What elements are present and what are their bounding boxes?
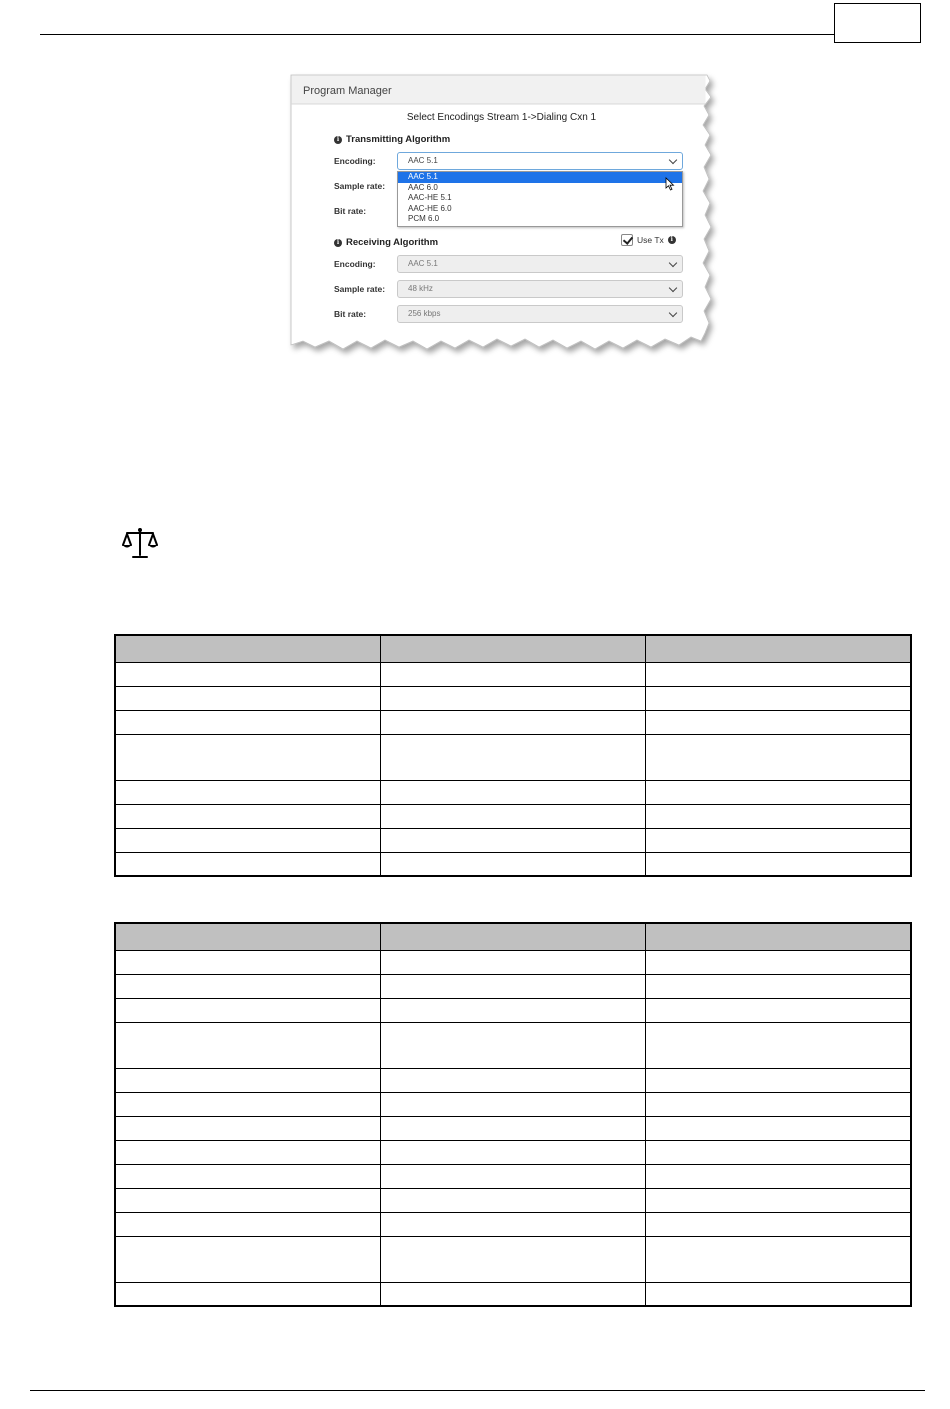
rx-sample-rate-value: 48 kHz bbox=[408, 284, 433, 293]
table-cell bbox=[115, 1282, 380, 1306]
table-cell bbox=[380, 780, 645, 804]
rx-encoding-label: Encoding: bbox=[334, 259, 376, 269]
table-row bbox=[115, 804, 911, 828]
use-tx-toggle[interactable] bbox=[621, 234, 676, 246]
table-cell bbox=[115, 780, 380, 804]
table-cell bbox=[380, 710, 645, 734]
table-header-row bbox=[115, 923, 911, 950]
table-cell bbox=[646, 1022, 911, 1068]
table-cell bbox=[646, 780, 911, 804]
table-cell bbox=[115, 1236, 380, 1282]
rx-bit-rate-label: Bit rate: bbox=[334, 309, 367, 319]
table-row bbox=[115, 1022, 911, 1068]
table-cell bbox=[646, 1140, 911, 1164]
table-cell bbox=[380, 734, 645, 780]
tx-sample-rate-label: Sample rate: bbox=[334, 181, 386, 191]
table-cell bbox=[115, 828, 380, 852]
table-cell bbox=[115, 1164, 380, 1188]
table-cell bbox=[646, 1116, 911, 1140]
table-cell bbox=[646, 804, 911, 828]
table-row bbox=[115, 828, 911, 852]
table-cell bbox=[115, 1092, 380, 1116]
balance-scale-icon bbox=[122, 526, 158, 560]
table-row bbox=[115, 710, 911, 734]
table-cell bbox=[380, 1022, 645, 1068]
table-cell bbox=[646, 710, 911, 734]
table-cell bbox=[115, 1068, 380, 1092]
table-cell bbox=[380, 1164, 645, 1188]
tx-encoding-select[interactable] bbox=[397, 152, 683, 170]
table-row bbox=[115, 1282, 911, 1306]
table-cell bbox=[115, 710, 380, 734]
table-cell bbox=[115, 950, 380, 974]
table-cell bbox=[380, 1068, 645, 1092]
table-cell bbox=[646, 662, 911, 686]
chevron-down-icon bbox=[669, 284, 677, 292]
chevron-down-icon bbox=[669, 259, 677, 267]
table-cell bbox=[646, 1212, 911, 1236]
header-rule bbox=[40, 34, 834, 35]
table-cell bbox=[380, 1140, 645, 1164]
table-cell bbox=[380, 662, 645, 686]
page-number-box bbox=[834, 3, 921, 43]
table-cell bbox=[115, 804, 380, 828]
tx-encoding-label: Encoding: bbox=[334, 156, 376, 166]
table-row bbox=[115, 1164, 911, 1188]
rx-heading bbox=[334, 237, 438, 248]
table-cell bbox=[380, 974, 645, 998]
table-cell bbox=[646, 1164, 911, 1188]
use-tx-checkbox[interactable] bbox=[621, 234, 633, 246]
table-cell bbox=[380, 950, 645, 974]
table-cell bbox=[380, 828, 645, 852]
table-cell bbox=[380, 1188, 645, 1212]
mouse-pointer-icon bbox=[665, 177, 675, 191]
table-cell bbox=[646, 950, 911, 974]
dropdown-option[interactable]: AAC-HE 6.0 bbox=[408, 203, 452, 213]
footer-rule bbox=[30, 1390, 925, 1391]
table-row bbox=[115, 1068, 911, 1092]
table-cell bbox=[380, 1092, 645, 1116]
table-cell bbox=[646, 828, 911, 852]
rx-encoding-value: AAC 5.1 bbox=[408, 259, 438, 268]
table-cell bbox=[646, 1188, 911, 1212]
table-cell bbox=[380, 1212, 645, 1236]
table-cell bbox=[646, 998, 911, 1022]
tx-encoding-value: AAC 5.1 bbox=[408, 156, 438, 165]
table-cell bbox=[380, 1282, 645, 1306]
table-row bbox=[115, 662, 911, 686]
tx-bit-rate-label: Bit rate: bbox=[334, 206, 367, 216]
spec-table-1 bbox=[114, 634, 912, 877]
table-cell bbox=[646, 974, 911, 998]
table-cell bbox=[115, 734, 380, 780]
table-header-cell bbox=[115, 635, 380, 662]
table-header-cell bbox=[646, 635, 911, 662]
table-row bbox=[115, 1116, 911, 1140]
tx-heading-label: Transmitting Algorithm bbox=[346, 134, 451, 145]
dropdown-option[interactable]: AAC-HE 5.1 bbox=[408, 193, 452, 203]
table-row bbox=[115, 780, 911, 804]
table-cell bbox=[115, 998, 380, 1022]
rx-sample-rate-select[interactable] bbox=[397, 280, 683, 298]
rx-heading-label: Receiving Algorithm bbox=[346, 237, 439, 248]
table-row bbox=[115, 974, 911, 998]
tx-encoding-dropdown[interactable] bbox=[397, 171, 683, 227]
table-cell bbox=[646, 852, 911, 876]
info-circle-icon: i bbox=[668, 236, 676, 244]
table-cell bbox=[380, 686, 645, 710]
table-header-cell bbox=[646, 923, 911, 950]
table-row bbox=[115, 1212, 911, 1236]
table-cell bbox=[115, 1140, 380, 1164]
table-cell bbox=[115, 974, 380, 998]
table-row bbox=[115, 998, 911, 1022]
rx-bit-rate-select[interactable] bbox=[397, 305, 683, 323]
table-row bbox=[115, 1188, 911, 1212]
table-cell bbox=[115, 1212, 380, 1236]
table-cell bbox=[646, 1092, 911, 1116]
table-row bbox=[115, 1140, 911, 1164]
table-header-cell bbox=[380, 635, 645, 662]
rx-bit-rate-value: 256 kbps bbox=[408, 309, 441, 318]
dropdown-option[interactable]: AAC 5.1 bbox=[398, 172, 682, 183]
panel-subtitle: Select Encodings Stream 1->Dialing Cxn 1 bbox=[406, 112, 597, 123]
table-cell bbox=[115, 1116, 380, 1140]
use-tx-label: Use Tx bbox=[637, 235, 664, 245]
table-cell bbox=[646, 1236, 911, 1282]
rx-sample-rate-label: Sample rate: bbox=[334, 284, 386, 294]
table-cell bbox=[380, 852, 645, 876]
table-cell bbox=[115, 852, 380, 876]
table-row bbox=[115, 734, 911, 780]
program-manager-screenshot bbox=[291, 75, 712, 353]
info-circle-icon: i bbox=[334, 239, 342, 247]
table-cell bbox=[646, 734, 911, 780]
table-cell bbox=[115, 1188, 380, 1212]
tx-heading bbox=[334, 134, 450, 145]
dropdown-option[interactable]: AAC 6.0 bbox=[408, 182, 438, 192]
chevron-down-icon bbox=[669, 156, 677, 164]
table-row bbox=[115, 852, 911, 876]
table-cell bbox=[380, 804, 645, 828]
spec-table-2 bbox=[114, 922, 912, 1307]
table-cell bbox=[115, 662, 380, 686]
table-row bbox=[115, 1236, 911, 1282]
table-row bbox=[115, 950, 911, 974]
table-cell bbox=[380, 1116, 645, 1140]
chevron-down-icon bbox=[669, 309, 677, 317]
table-cell bbox=[380, 998, 645, 1022]
table-row bbox=[115, 1092, 911, 1116]
panel-title: Program Manager bbox=[303, 85, 392, 97]
table-cell bbox=[115, 686, 380, 710]
table-cell bbox=[380, 1236, 645, 1282]
table-cell bbox=[646, 686, 911, 710]
table-header-cell bbox=[115, 923, 380, 950]
dropdown-option[interactable]: PCM 6.0 bbox=[408, 214, 440, 224]
table-header-cell bbox=[380, 923, 645, 950]
table-cell bbox=[646, 1282, 911, 1306]
info-circle-icon: i bbox=[334, 136, 342, 144]
table-header-row bbox=[115, 635, 911, 662]
table-cell bbox=[646, 1068, 911, 1092]
table-row bbox=[115, 686, 911, 710]
table-cell bbox=[115, 1022, 380, 1068]
rx-encoding-select[interactable] bbox=[397, 255, 683, 273]
